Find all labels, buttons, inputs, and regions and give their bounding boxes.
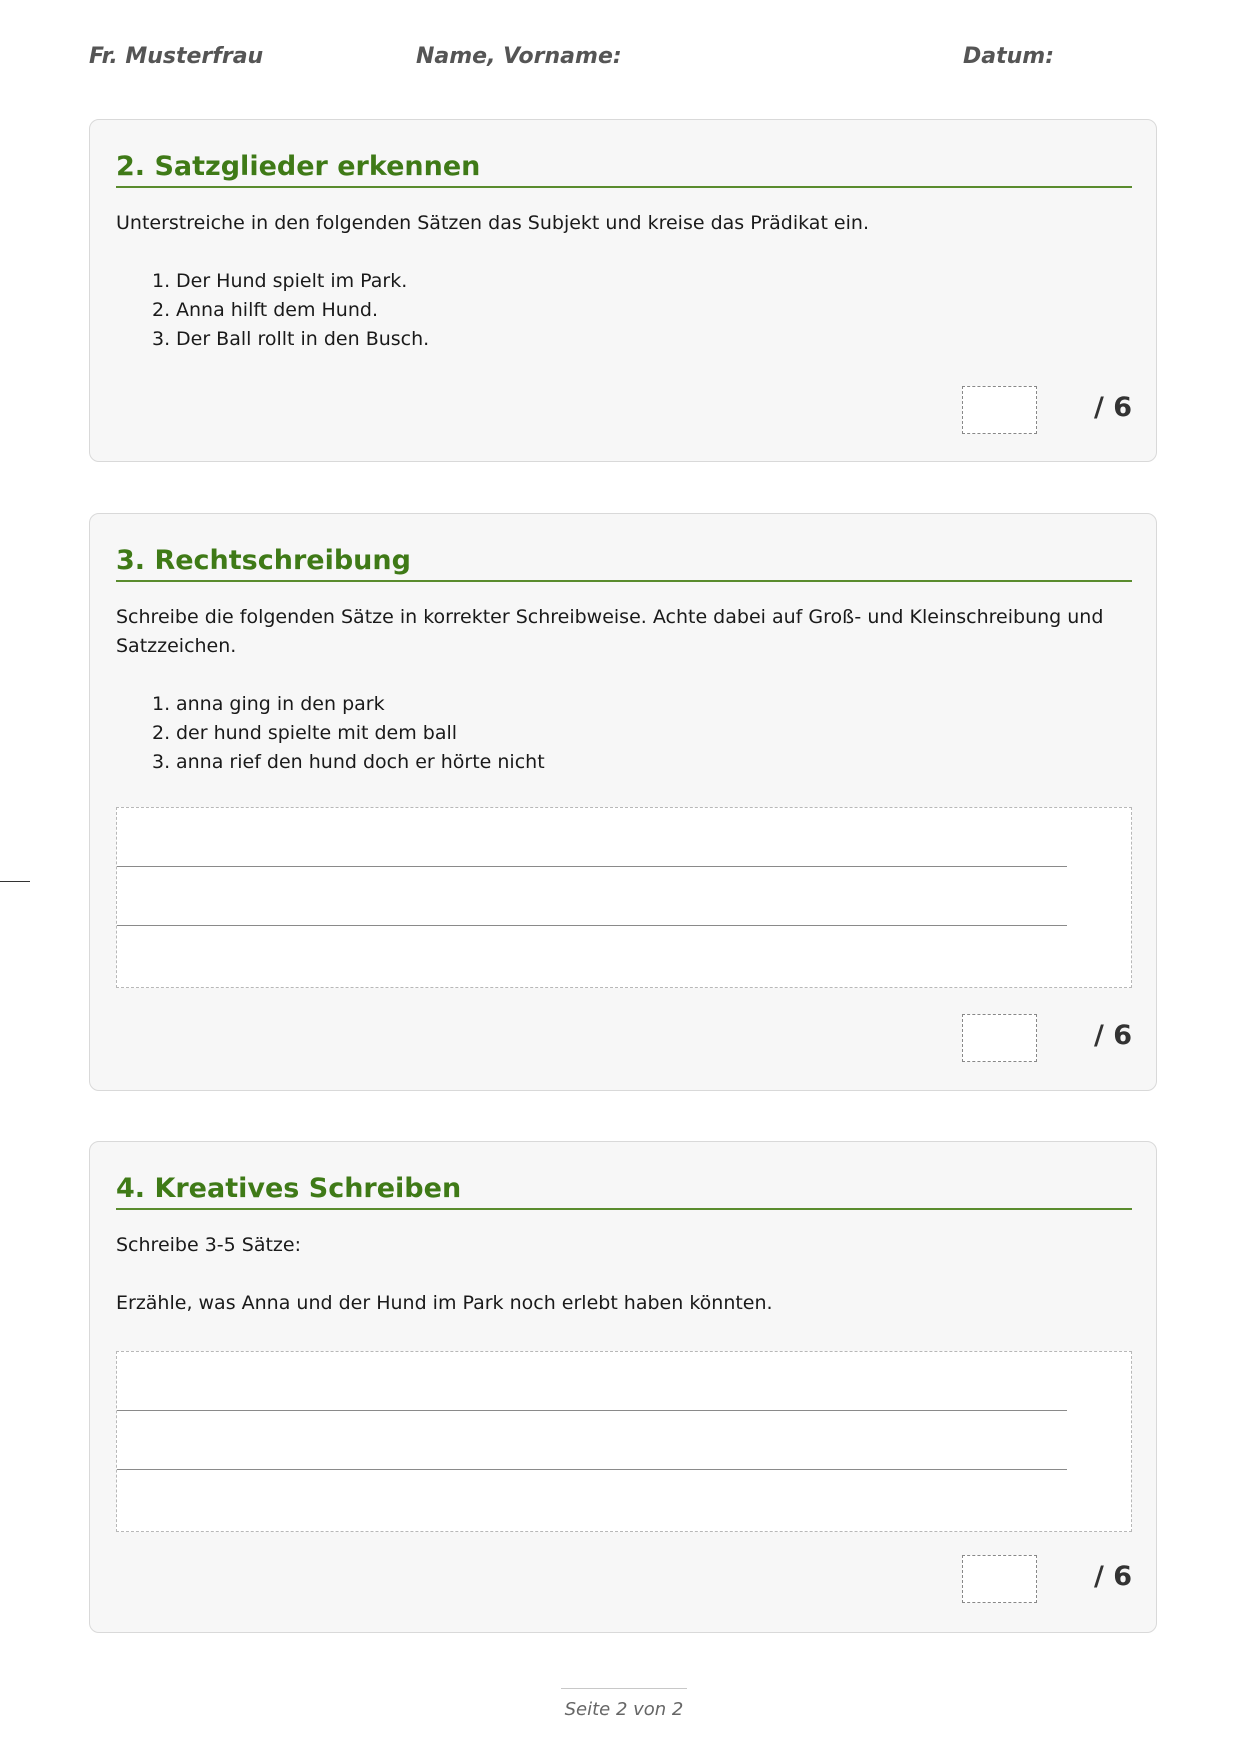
teacher-name: Fr. Musterfrau	[89, 44, 264, 69]
student-name-label: Name, Vorname:	[416, 44, 622, 69]
task-card-rechtschreibung	[89, 513, 1157, 1091]
date-label: Datum:	[963, 44, 1055, 69]
writing-line	[117, 866, 1067, 867]
list-item: 3. Der Ball rollt in den Busch.	[152, 328, 430, 350]
sentence-list	[116, 267, 1152, 354]
task-card-kreatives-schreiben	[89, 1141, 1157, 1633]
writing-line	[117, 925, 1067, 926]
list-item: 2. der hund spielte mit dem ball	[152, 722, 458, 744]
list-item: 3. anna rief den hund doch er hörte nicht	[152, 751, 545, 773]
task-title: 4. Kreatives Schreiben	[116, 1170, 1132, 1210]
score-area	[962, 1555, 1132, 1605]
task-title: 3. Rechtschreibung	[116, 542, 1132, 582]
fold-mark	[0, 881, 30, 882]
page-footer: Seite 2 von 2	[561, 1688, 687, 1720]
writing-line	[117, 1469, 1067, 1470]
task-instruction: Schreibe 3-5 Sätze:	[116, 1234, 301, 1256]
answer-writing-area[interactable]	[116, 807, 1132, 988]
task-card-satzglieder	[89, 119, 1157, 462]
task-instruction: Unterstreiche in den folgenden Sätzen das Subjekt und kreise das Prädikat ein.	[116, 212, 869, 234]
score-max-label: / 6	[1093, 1020, 1132, 1051]
worksheet-header	[0, 44, 1240, 74]
score-max-label: / 6	[1093, 392, 1132, 423]
score-max-label: / 6	[1093, 1561, 1132, 1592]
list-item: 2. Anna hilft dem Hund.	[152, 299, 378, 321]
answer-writing-area[interactable]	[116, 1351, 1132, 1532]
list-item: 1. anna ging in den park	[152, 693, 385, 715]
task-instruction: Schreibe die folgenden Sätze in korrekter Schreibweise. Achte dabei auf Groß- und Kleinschreibung und Satzzeichen.	[116, 606, 1104, 657]
writing-line	[117, 1410, 1067, 1411]
score-input-box[interactable]	[962, 1555, 1037, 1603]
score-area	[962, 386, 1132, 436]
sentence-list	[116, 690, 1152, 777]
task-title: 2. Satzglieder erkennen	[116, 148, 1132, 188]
score-input-box[interactable]	[962, 1014, 1037, 1062]
score-input-box[interactable]	[962, 386, 1037, 434]
task-prompt: Erzähle, was Anna und der Hund im Park noch erlebt haben könnten.	[116, 1292, 773, 1314]
score-area	[962, 1014, 1132, 1064]
list-item: 1. Der Hund spielt im Park.	[152, 270, 408, 292]
